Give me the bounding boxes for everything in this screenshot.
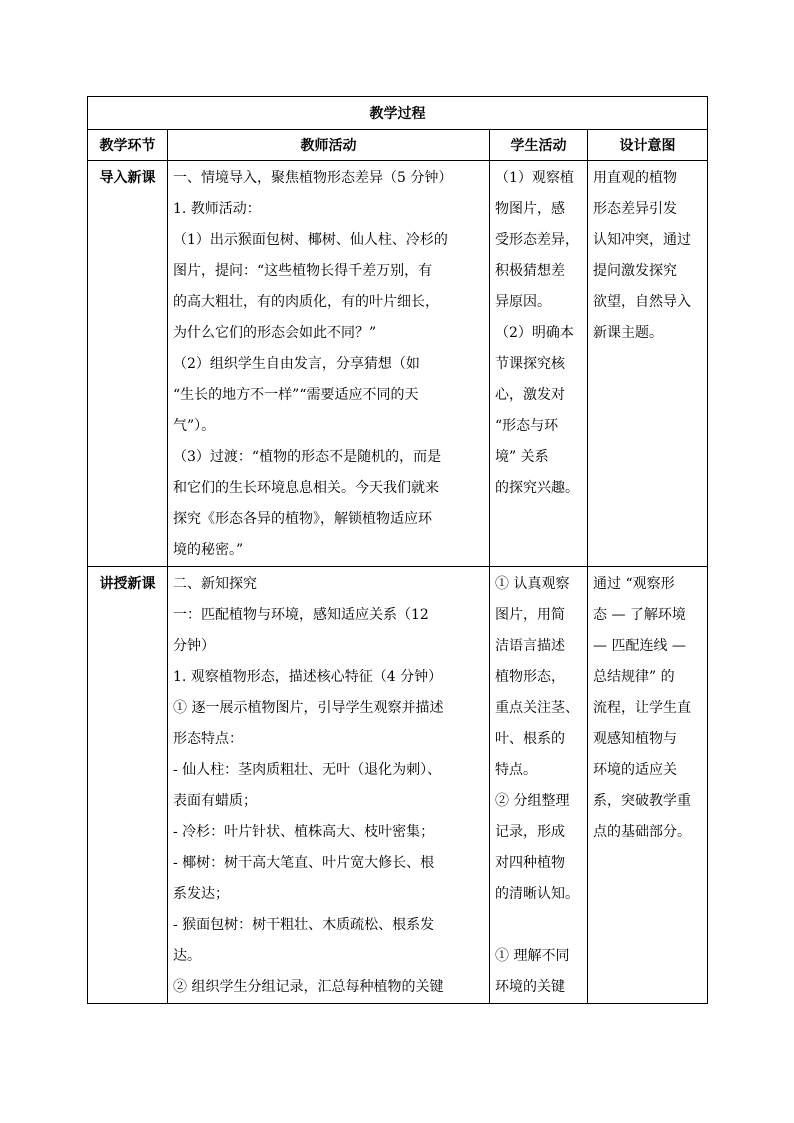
- header-stage: 教学环节: [88, 130, 168, 161]
- text-line: （2）明确本: [495, 325, 574, 341]
- text-line: 表面有蜡质；: [173, 793, 257, 809]
- text-line: [495, 910, 582, 941]
- table-row: [88, 161, 708, 567]
- text-line: 图片，提问：“这些植物长得千差万别，有: [173, 263, 433, 279]
- text-line: 形态差异引发: [593, 201, 677, 217]
- design-lines: [588, 567, 707, 848]
- text-line: 气”）。: [173, 418, 216, 434]
- design-intent-cell: [588, 161, 708, 567]
- text-line: - 冷杉：叶片针状、植株高大、枝叶密集；: [173, 824, 435, 840]
- text-line: 分钟）: [173, 638, 215, 654]
- text-line: （1）出示猴面包树、椰树、仙人柱、冷杉的: [173, 232, 448, 248]
- text-line: 一、情境导入，聚焦植物形态差异（5 分钟）: [173, 170, 453, 186]
- text-line: 新课主题。: [593, 325, 663, 341]
- design-intent-cell: [588, 567, 708, 1004]
- text-line: 观感知植物与: [593, 731, 677, 747]
- student-activity-cell: [490, 161, 588, 567]
- text-line: 受形态差异，: [495, 232, 579, 248]
- text-line: 和它们的生长环境息息相关。今天我们就来: [173, 480, 439, 496]
- student-lines: [490, 161, 587, 504]
- text-line: 的高大粗壮，有的肉质化，有的叶片细长，: [173, 294, 439, 310]
- text-line: — 匹配连线 —: [593, 638, 686, 654]
- text-line: ① 理解不同: [495, 948, 570, 964]
- text-line: 为什么它们的形态会如此不同？”: [173, 325, 377, 341]
- text-line: （2）组织学生自由发言，分享猜想（如: [173, 356, 420, 372]
- teacher-activity-cell: [168, 567, 490, 1004]
- text-line: 对四种植物: [495, 855, 565, 871]
- text-line: ① 逐一展示植物图片，引导学生观察并描述: [173, 700, 444, 716]
- stage-cell: [88, 567, 168, 1004]
- text-line: 形态特点：: [173, 731, 243, 747]
- text-line: 态 — 了解环境: [593, 607, 686, 623]
- text-line: （1）观察植: [495, 170, 574, 186]
- text-line: 植物形态，: [495, 669, 565, 685]
- text-line: ② 组织学生分组记录，汇总每种植物的关键: [173, 979, 444, 995]
- teacher-lines: [168, 161, 489, 566]
- text-line: 流程，让学生直: [593, 700, 691, 716]
- text-line: 的清晰认知。: [495, 886, 579, 902]
- text-line: 点的基础部分。: [593, 824, 691, 840]
- text-line: ② 分组整理: [495, 793, 570, 809]
- text-line: 环境的适应关: [593, 762, 677, 778]
- text-line: 探究《形态各异的植物》，解锁植物适应环: [173, 511, 432, 527]
- text-line: 1. 观察植物形态，描述核心特征（4 分钟）: [173, 669, 443, 685]
- text-line: - 椰树：树干高大笔直、叶片宽大修长、根: [173, 855, 435, 871]
- text-line: 达。: [173, 948, 201, 964]
- text-line: 图片，用简: [495, 607, 565, 623]
- text-line: 系发达；: [173, 886, 229, 902]
- text-line: - 猴面包树：树干粗壮、木质疏松、根系发: [173, 917, 435, 933]
- student-activity-cell: [490, 567, 588, 1004]
- text-line: 欲望，自然导入: [593, 294, 691, 310]
- text-line: （3）过渡：“植物的形态不是随机的，而是: [173, 449, 442, 465]
- table-title: 教学过程: [88, 97, 708, 130]
- text-line: 记录，形成: [495, 824, 565, 840]
- text-line: 异原因。: [495, 294, 551, 310]
- text-line: 物图片，感: [495, 201, 565, 217]
- design-lines: [588, 161, 707, 349]
- text-line: 心，激发对: [495, 387, 565, 403]
- teacher-activity-cell: [168, 161, 490, 567]
- header-student-activity: 学生活动: [490, 130, 588, 161]
- stage-label: 讲授新课: [99, 576, 156, 592]
- text-line: - 仙人柱：茎肉质粗壮、无叶（退化为刺）、: [173, 762, 442, 778]
- text-line: 环境的关键: [495, 979, 565, 995]
- teaching-process-table: [87, 96, 708, 1004]
- text-line: 重点关注茎、: [495, 700, 579, 716]
- text-line: 一：匹配植物与环境，感知适应关系（12: [173, 607, 429, 623]
- text-line: 提问激发探究: [593, 263, 677, 279]
- text-line: 节课探究核: [495, 356, 565, 372]
- text-line: 二、新知探究: [173, 576, 257, 592]
- text-line: “形态与环: [495, 418, 559, 434]
- text-line: 系，突破教学重: [593, 793, 691, 809]
- text-line: 洁语言描述: [495, 638, 565, 654]
- text-line: 特点。: [495, 762, 537, 778]
- table-row: [88, 567, 708, 1004]
- student-lines: [490, 567, 587, 1003]
- stage-label: 导入新课: [99, 170, 156, 186]
- text-line: 1. 教师活动：: [173, 201, 261, 217]
- stage-cell: [88, 161, 168, 567]
- text-line: 通过 “观察形: [593, 576, 675, 592]
- header-row: [88, 130, 708, 161]
- text-line: 总结规律” 的: [593, 669, 675, 685]
- text-line: “生长的地方不一样”“需要适应不同的天: [173, 387, 419, 403]
- text-line: ① 认真观察: [495, 576, 570, 592]
- text-line: 境” 关系: [495, 449, 549, 465]
- text-line: 境的秘密。”: [173, 542, 244, 558]
- text-line: 用直观的植物: [593, 170, 677, 186]
- text-line: 积极猜想差: [495, 263, 565, 279]
- text-line: 叶、根系的: [495, 731, 565, 747]
- text-line: 认知冲突，通过: [593, 232, 691, 248]
- text-line: 的探究兴趣。: [495, 480, 579, 496]
- teacher-lines: [168, 567, 489, 1003]
- header-teacher-activity: 教师活动: [168, 130, 490, 161]
- header-design-intent: 设计意图: [588, 130, 708, 161]
